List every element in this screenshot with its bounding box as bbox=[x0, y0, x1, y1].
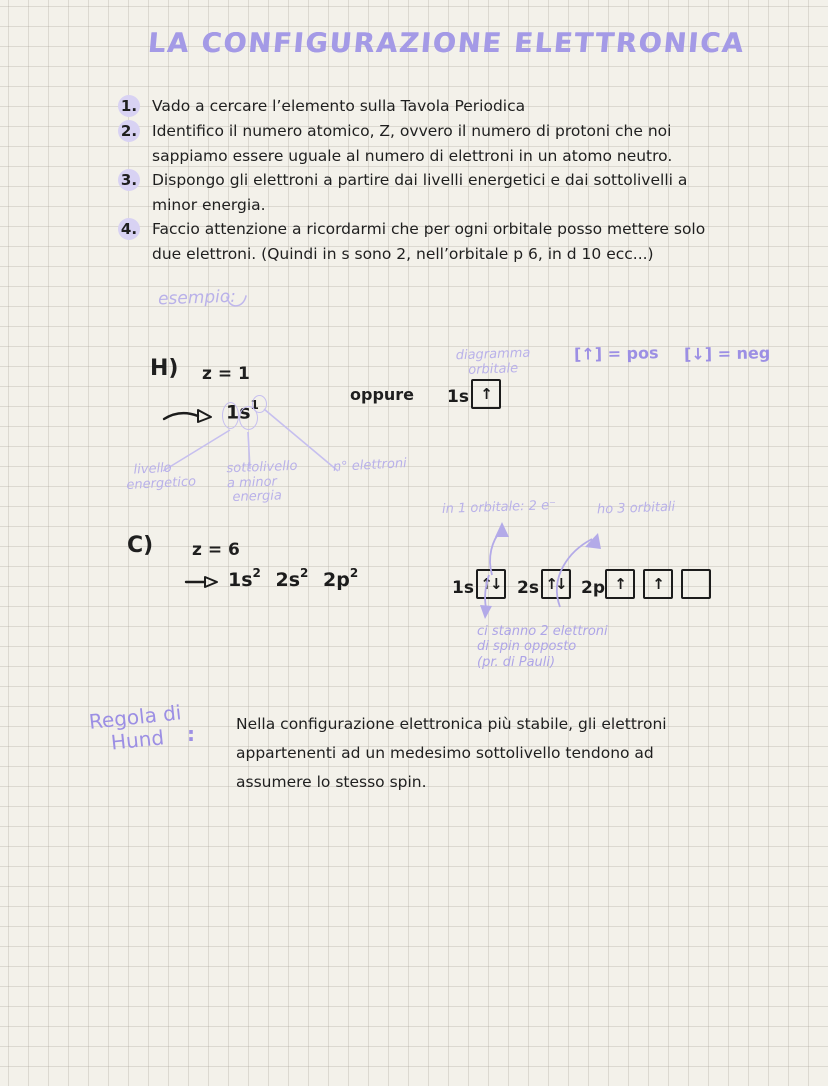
step-text: Faccio attenzione a ricordarmi che per ogni orbitale posso mettere solo bbox=[152, 220, 706, 238]
diagram-label bbox=[456, 347, 532, 379]
annotation-livello-line1: livello bbox=[133, 460, 173, 478]
hund-rule-label bbox=[88, 701, 185, 756]
hund-rule-text bbox=[236, 710, 667, 797]
hund-rule-label-line1: Regola di bbox=[87, 700, 183, 734]
orbital-c-1s-label: 1s bbox=[452, 578, 474, 598]
note-pauli-line1: ci stanno 2 elettroni bbox=[477, 624, 608, 639]
step-text: minor energia. bbox=[152, 196, 266, 214]
config-c-part: $1s^2$ bbox=[228, 566, 261, 592]
note-arrows bbox=[430, 495, 730, 635]
legend-neg: [↓] = neg bbox=[683, 343, 771, 364]
config-c-part: $2p^2$ bbox=[323, 566, 359, 592]
step-number: 3. bbox=[118, 169, 140, 191]
annotation-livello-line2: energetico bbox=[126, 473, 197, 493]
annotation-sottolivello-line3: energia bbox=[232, 488, 283, 506]
orbital-box-2s: ↑↓ bbox=[541, 569, 571, 599]
element-h-label: H) bbox=[150, 356, 179, 381]
legend-pos: [↑] = pos bbox=[573, 343, 659, 364]
annotation-sottolivello bbox=[226, 460, 298, 506]
element-h-z-value: z = 1 bbox=[202, 364, 250, 384]
hund-rule-colon: : bbox=[187, 722, 195, 746]
note-pauli-line2: di spin opposto bbox=[477, 638, 577, 654]
step-text: due elettroni. (Quindi in s sono 2, nell’orbitale p 6, in d 10 ecc...) bbox=[152, 245, 654, 263]
step-text: Identifico il numero atomico, Z, ovvero il numero di protoni che noi bbox=[152, 122, 672, 140]
step-number: 4. bbox=[118, 218, 140, 240]
note-3-orbitali: ho 3 orbitali bbox=[596, 499, 676, 518]
orbital-box-2p-1: ↑ bbox=[605, 569, 635, 599]
step-text: Vado a cercare l’elemento sulla Tavola Periodica bbox=[152, 97, 526, 115]
orbital-c-2p-label: 2p bbox=[581, 578, 605, 598]
note-pauli-line3: (pr. di Pauli) bbox=[477, 655, 556, 670]
diagram-label-line1: diagramma bbox=[455, 345, 531, 364]
config-h-base: 1s bbox=[226, 401, 251, 424]
annotation-livello bbox=[126, 460, 197, 493]
orbital-box-1s: ↑ bbox=[471, 379, 501, 409]
orbital-box-2p-2: ↑ bbox=[643, 569, 673, 599]
annotation-elettroni: n° elettroni bbox=[332, 456, 408, 475]
config-c-part: $2s^2$ bbox=[275, 566, 309, 592]
note-orbitale-2e: in 1 orbitale: 2 e⁻ bbox=[441, 498, 557, 517]
page-title: LA CONFIGURAZIONE ELETTRONICA bbox=[146, 28, 747, 59]
orbital-c-2s-label: 2s bbox=[517, 578, 539, 598]
arrow-icon bbox=[183, 572, 225, 590]
config-h-sup: 1 bbox=[250, 398, 259, 412]
hund-text-line: Nella configurazione elettronica più stabile, gli elettroni bbox=[236, 715, 667, 733]
step-text: sappiamo essere uguale al numero di elettroni in un atomo neutro. bbox=[152, 147, 673, 165]
esempio-curl-doodle bbox=[224, 294, 250, 314]
hund-rule-label-line2: Hund bbox=[109, 725, 166, 755]
annotation-sottolivello-line1: sottolivello bbox=[226, 458, 298, 477]
step-number: 2. bbox=[118, 120, 140, 142]
element-c-label: C) bbox=[127, 533, 154, 558]
orbital-h-label: 1s bbox=[447, 387, 469, 407]
element-c-z-value: z = 6 bbox=[192, 540, 240, 560]
esempio-label: esempio: bbox=[157, 286, 237, 310]
hund-text-line: assumere lo stesso spin. bbox=[236, 773, 427, 791]
oppure-label: oppure bbox=[350, 385, 415, 404]
note-pauli bbox=[477, 625, 608, 671]
orbital-box-1s: ↑↓ bbox=[476, 569, 506, 599]
hund-text-line: appartenenti ad un medesimo sottolivello tendono ad bbox=[236, 744, 654, 762]
diagram-label-line2: orbitale bbox=[467, 360, 519, 378]
step-number: 1. bbox=[118, 95, 140, 117]
step-text: Dispongo gli elettroni a partire dai livelli energetici e dai sottolivelli a bbox=[152, 171, 688, 189]
annotation-sottolivello-line2: a minor bbox=[226, 474, 278, 491]
config-c bbox=[228, 568, 358, 591]
